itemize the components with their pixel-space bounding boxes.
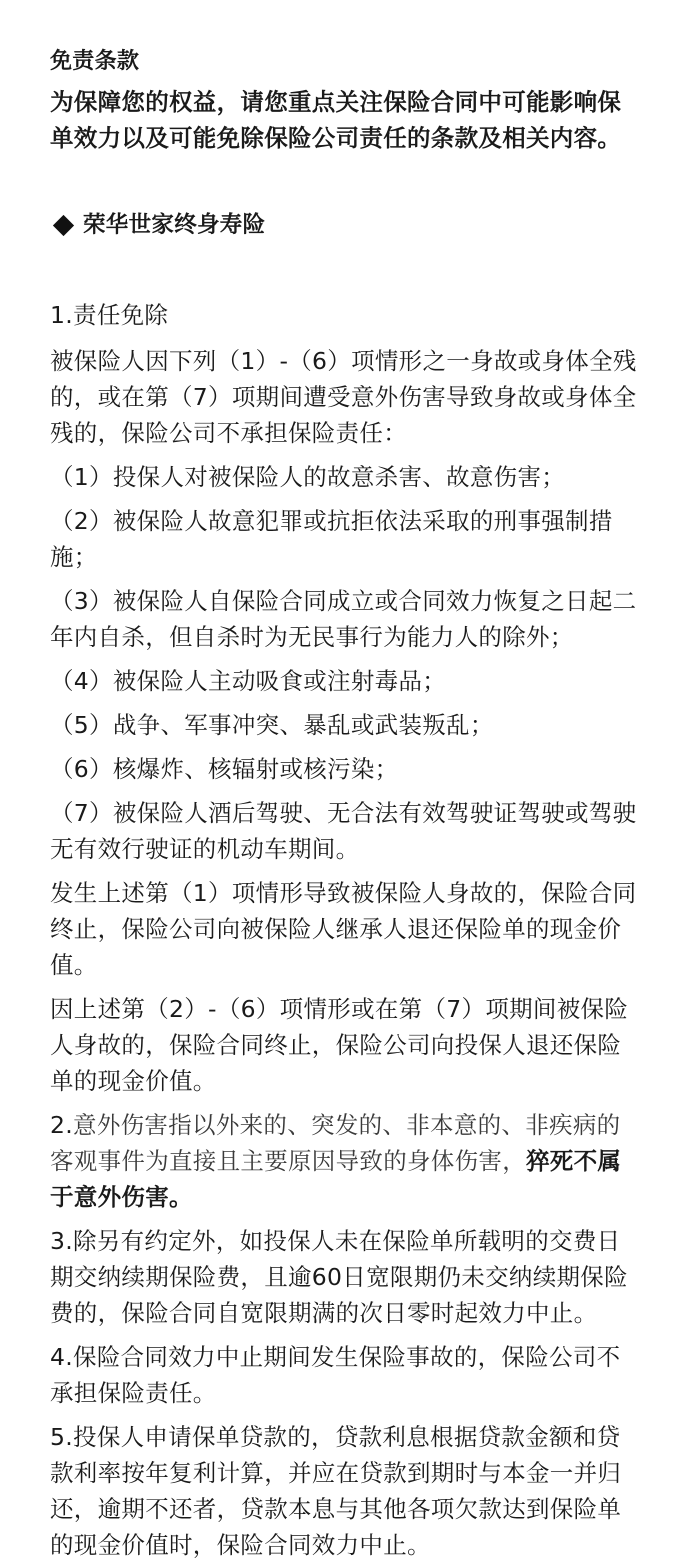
page-title: 免责条款: [50, 49, 140, 74]
section-2-paragraph: [50, 1107, 641, 1215]
exclusion-item-2: （2）被保险人故意犯罪或抗拒依法采取的刑事强制措施；: [50, 507, 613, 571]
section-1-note-1: 发生上述第（1）项情形导致被保险人身故的，保险合同终止，保险公司向被保险人继承人退还保险单的现金价值。: [50, 879, 637, 979]
section-5-paragraph: 5.投保人申请保单贷款的，贷款利息根据贷款金额和贷款利率按年复利计算，并应在贷款到期时与本金一并归还，逾期不还者，贷款本息与其他各项欠款达到保险单的现金价值时，保险合同效力中止。: [50, 1423, 622, 1559]
section-1-note-2: 因上述第（2）-（6）项情形或在第（7）项期间被保险人身故的，保险合同终止，保险公司向投保人退还保险单的现金价值。: [50, 995, 629, 1095]
exclusion-item-4: （4）被保险人主动吸食或注射毒品；: [50, 667, 447, 695]
section-2-text: 意外伤害指以外来的、突发的、非本意的、非疾病的客观事件为直接且主要原因导致的身体伤害，: [50, 1111, 621, 1175]
exclusion-item-7: （7）被保险人酒后驾驶、无合法有效驾驶证驾驶或驾驶无有效行驶证的机动车期间。: [50, 799, 637, 863]
diamond-bullet-icon: [53, 214, 74, 235]
exclusion-item-3: （3）被保险人自保险合同成立或合同效力恢复之日起二年内自杀，但自杀时为无民事行为能力人的除外；: [50, 587, 637, 651]
section-2-number: 2.: [50, 1111, 74, 1139]
product-heading: [50, 207, 641, 243]
exclusion-item-1: （1）投保人对被保险人的故意杀害、故意伤害；: [50, 463, 566, 491]
exclusion-item-6: （6）核爆炸、核辐射或核污染；: [50, 755, 399, 783]
product-name: 荣华世家终身寿险: [83, 212, 266, 238]
section-1-title: 1.责任免除: [50, 301, 169, 329]
section-2-bold-text: 猝死不属于意外伤害。: [50, 1147, 622, 1211]
section-3-paragraph: 3.除另有约定外，如投保人未在保险单所载明的交费日期交纳续期保险费，且逾60日宽限期仍未交纳续期保险费的，保险合同自宽限期满的次日零时起效力中止。: [50, 1227, 628, 1327]
exclusion-item-5: （5）战争、军事冲突、暴乱或武装叛乱；: [50, 711, 494, 739]
intro-notice: 为保障您的权益，请您重点关注保险合同中可能影响保单效力以及可能免除保险公司责任的条款及相关内容。: [50, 88, 622, 152]
section-1-intro: 被保险人因下列（1）-（6）项情形之一身故或身体全残的，或在第（7）项期间遭受意外伤害导致身故或身体全残的，保险公司不承担保险责任：: [50, 347, 637, 447]
section-4-paragraph: 4.保险合同效力中止期间发生保险事故的，保险公司不承担保险责任。: [50, 1343, 621, 1407]
